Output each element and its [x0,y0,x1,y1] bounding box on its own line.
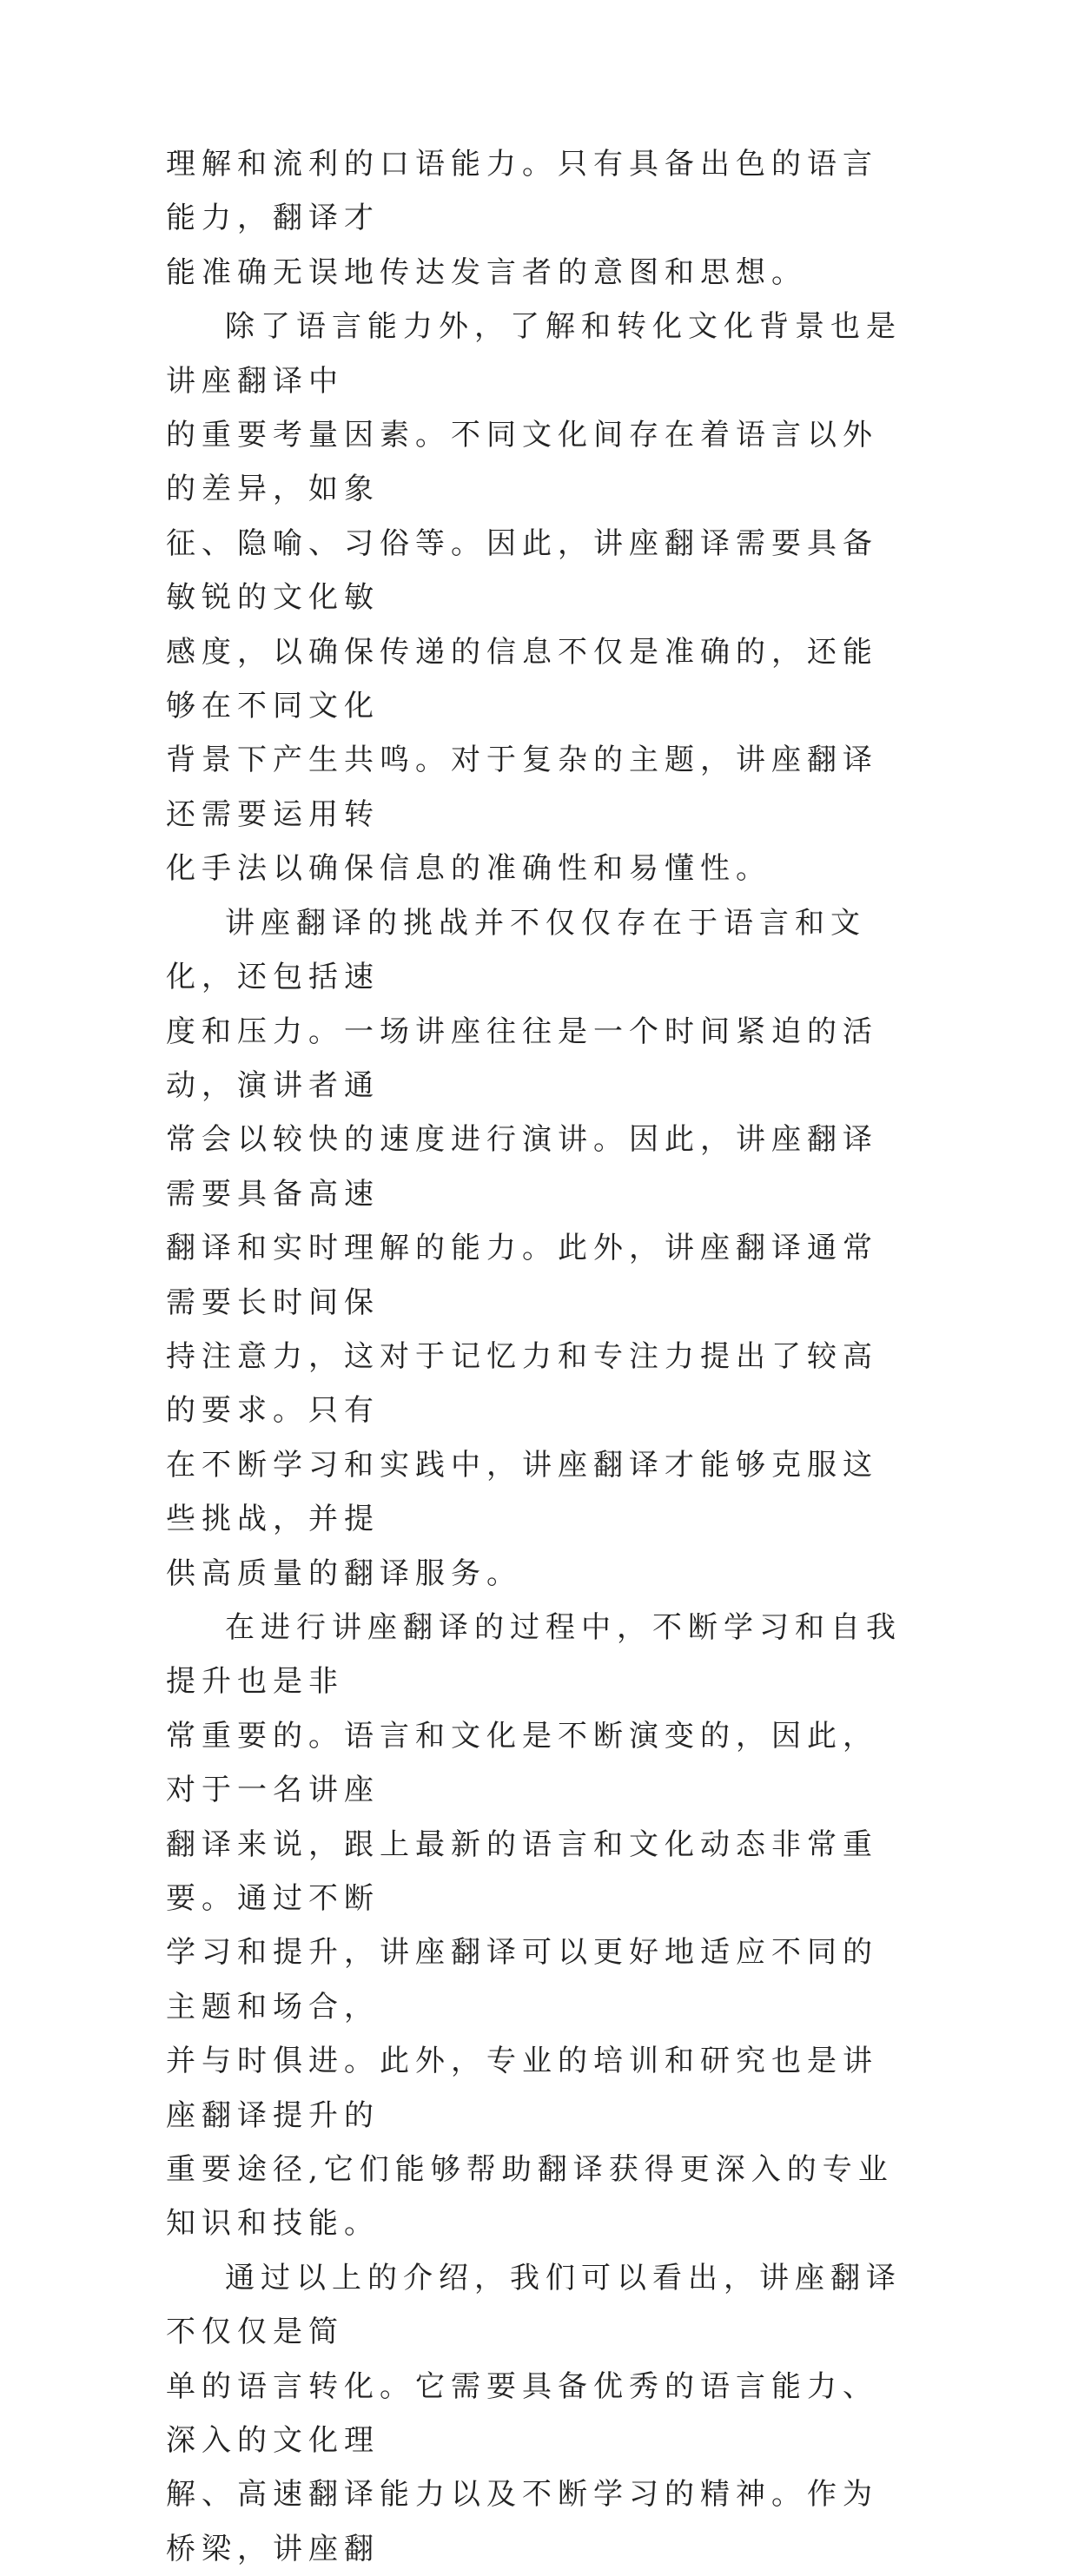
text-line: 化手法以确保信息的准确性和易懂性。 [166,851,771,887]
text-line: 学习和提升，讲座翻译可以更好地适应不同的主题和场合， [166,1935,878,2024]
text-line: 征、隐喻、习俗等。因此，讲座翻译需要具备敏锐的文化敏 [166,525,878,616]
text-line: 并与时俱进。此外，专业的培训和研究也是讲座翻译提升的 [166,2044,878,2133]
text-line: 在不断学习和实践中，讲座翻译才能够克服这些挑战，并提 [166,1447,878,1537]
text-line: 单的语言转化。它需要具备优秀的语言能力、深入的文化理 [166,2368,878,2459]
text-line: 持注意力，这对于记忆力和专注力提出了较高的要求。只有 [166,1338,878,1429]
text-line: 在进行讲座翻译的过程中，不断学习和自我提升也是非 [166,1609,902,1700]
text-line: 翻译来说，跟上最新的语言和文化动态非常重要。通过不断 [166,1826,878,1916]
paragraph [166,1601,913,2251]
text-line: 解、高速翻译能力以及不断学习的精神。作为桥梁，讲座翻 [166,2477,878,2566]
text-line: 能准确无误地传达发言者的意图和思想。 [166,254,807,290]
text-line: 翻译和实时理解的能力。此外，讲座翻译通常需要长时间保 [166,1231,878,1320]
text-line: 的重要考量因素。不同文化间存在着语言以外的差异，如象 [166,418,878,507]
text-line: 常重要的。语言和文化是不断演变的，因此，对于一名讲座 [166,1718,878,1808]
text-line: 除了语言能力外，了解和转化文化背景也是讲座翻译中 [166,309,902,399]
paragraph [166,896,913,1601]
paragraph [166,137,913,300]
text-line: 通过以上的介绍，我们可以看出，讲座翻译不仅仅是简 [166,2260,902,2350]
document-body [166,137,913,2576]
text-line: 理解和流利的口语能力。只有具备出色的语言能力，翻译才 [166,147,878,236]
text-line: 背景下产生共鸣。对于复杂的主题，讲座翻译还需要运用转 [166,743,878,832]
text-line: 供高质量的翻译服务。 [166,1556,522,1591]
text-line: 重要途径,它们能够帮助翻译获得更深入的专业知识和技能。 [166,2152,894,2242]
text-line: 常会以较快的速度进行演讲。因此，讲座翻译需要具备高速 [166,1122,878,1212]
text-line: 度和压力。一场讲座往往是一个时间紧迫的活动，演讲者通 [166,1014,878,1103]
text-line: 讲座翻译的挑战并不仅仅存在于语言和文化，还包括速 [166,905,866,995]
paragraph [166,2251,913,2576]
text-line: 感度，以确保传递的信息不仅是准确的，还能够在不同文化 [166,634,878,724]
paragraph [166,300,913,895]
